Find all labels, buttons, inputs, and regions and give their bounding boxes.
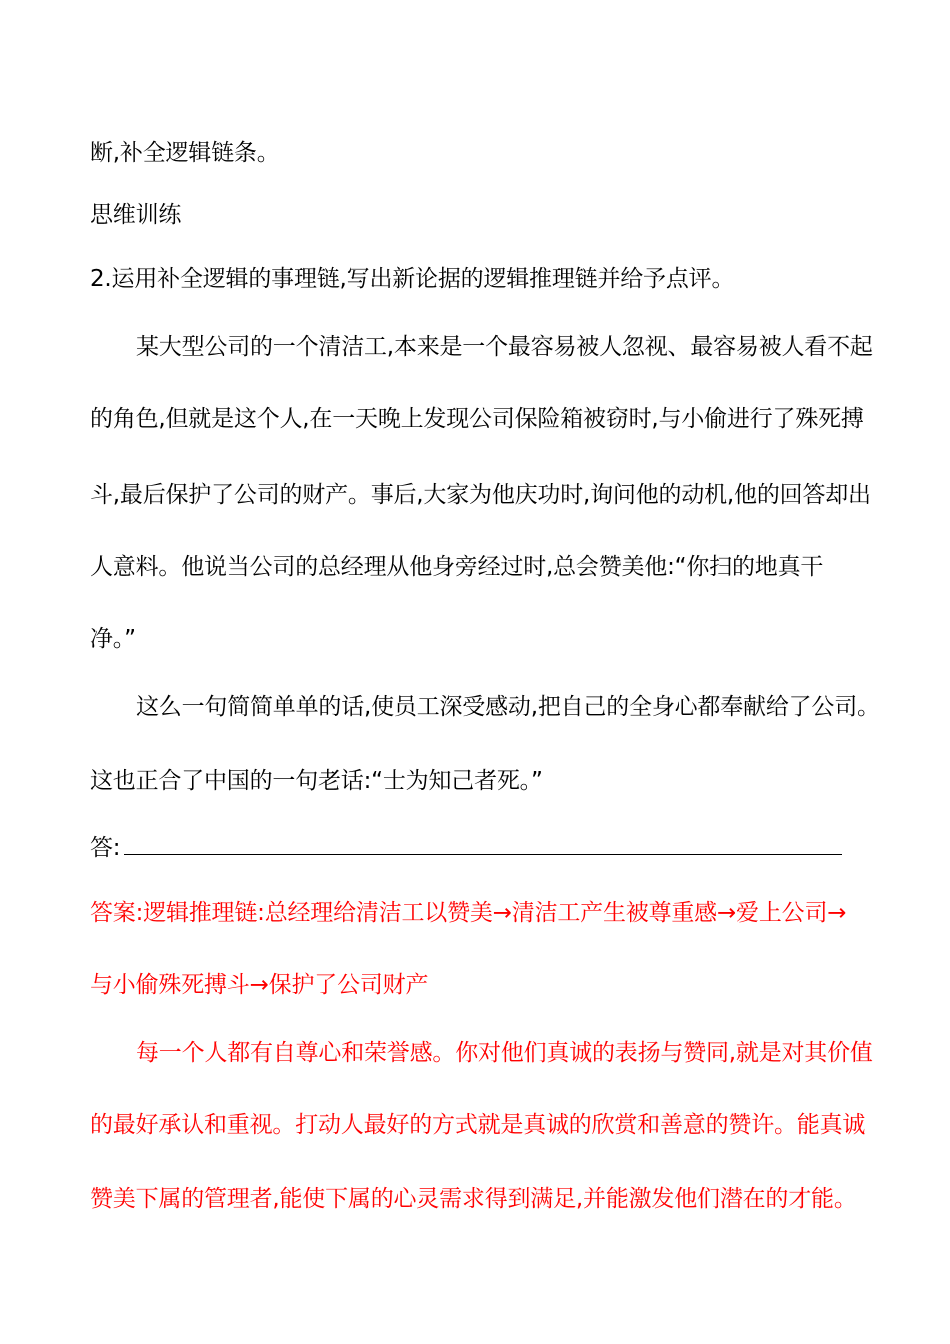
passage-line: 斗,最后保护了公司的财产。事后,大家为他庆功时,询问他的动机,他的回答却出 (90, 482, 871, 508)
answer-field-row (90, 832, 842, 863)
passage-line: 的角色,但就是这个人,在一天晚上发现公司保险箱被窃时,与小偷进行了殊死搏 (90, 406, 864, 432)
passage-line: 净。” (90, 626, 136, 652)
passage-line: 某大型公司的一个清洁工,本来是一个最容易被人忽视、最容易被人看不起 (136, 334, 873, 360)
passage-line: 这么一句简简单单的话,使员工深受感动,把自己的全身心都奉献给了公司。 (136, 694, 880, 720)
question-text: 2.运用补全逻辑的事理链,写出新论据的逻辑推理链并给予点评。 (90, 266, 735, 292)
answer-comment-line: 赞美下属的管理者,能使下属的心灵需求得到满足,并能激发他们潜在的才能。 (90, 1186, 857, 1212)
answer-comment-line: 每一个人都有自尊心和荣誉感。你对他们真诚的表扬与赞同,就是对其价值 (136, 1040, 873, 1066)
answer-label: 答: (90, 835, 121, 861)
answer-key-line: 答案:逻辑推理链:总经理给清洁工以赞美→清洁工产生被尊重感→爱上公司→ (90, 900, 847, 926)
passage-line: 人意料。他说当公司的总经理从他身旁经过时,总会赞美他:“你扫的地真干 (90, 554, 824, 580)
continuation-line: 断,补全逻辑链条。 (90, 140, 280, 166)
answer-blank-line[interactable] (124, 832, 842, 855)
answer-comment-line: 的最好承认和重视。打动人最好的方式就是真诚的欣赏和善意的赞许。能真诚 (90, 1112, 866, 1138)
passage-line: 这也正合了中国的一句老话:“士为知己者死。” (90, 768, 543, 794)
answer-key-line: 与小偷殊死搏斗→保护了公司财产 (90, 972, 429, 998)
section-heading: 思维训练 (90, 202, 182, 228)
